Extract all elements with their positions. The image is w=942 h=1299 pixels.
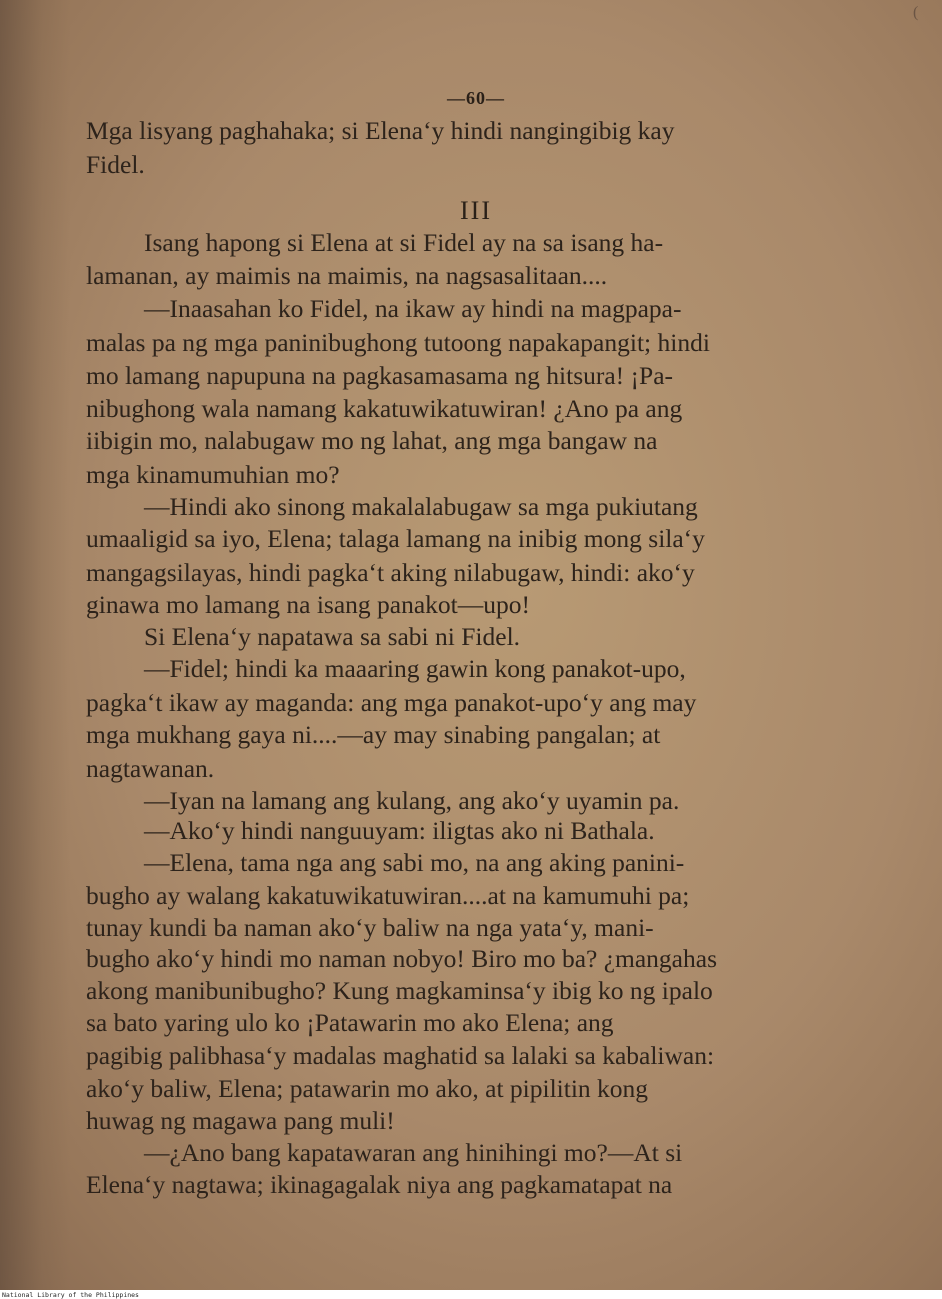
text-line: Si Elena‘y napatawa sa sabi ni Fidel.	[144, 622, 521, 651]
text-line: —Elena, tama nga ang sabi mo, na ang aking panini-	[144, 848, 685, 877]
text-line: bugho ako‘y hindi mo naman nobyo! Biro mo ba? ¿mangahas	[86, 944, 717, 973]
page-spine-shadow	[0, 0, 70, 1290]
text-line: Isang hapong si Elena at si Fidel ay na sa isang ha-	[144, 228, 664, 257]
text-line: pagka‘t ikaw ay maganda: ang mga panakot-upo‘y ang may	[86, 688, 697, 717]
text-line: —Hindi ako sinong makalalabugaw sa mga pukiutang	[144, 492, 698, 521]
text-line: nagtawanan.	[86, 754, 215, 783]
text-line: Fidel.	[86, 150, 145, 179]
text-line: mo lamang napupuna na pagkasamasama ng hitsura! ¡Pa-	[86, 361, 674, 390]
section-heading: III	[460, 196, 492, 225]
page-number: —60—	[447, 88, 505, 108]
text-line: lamanan, ay maimis na maimis, na nagsasalitaan....	[86, 261, 608, 290]
text-line: —¿Ano bang kapatawaran ang hinihingi mo?—At si	[144, 1138, 683, 1167]
text-line: nibughong wala namang kakatuwikatuwiran! ¿Ano pa ang	[86, 394, 683, 423]
text-line: Mga lisyang paghahaka; si Elena‘y hindi nangingibig kay	[86, 116, 675, 145]
text-line: mangagsilayas, hindi pagka‘t aking nilabugaw, hindi: ako‘y	[86, 558, 695, 587]
footer-credit: National Library of the Philippines	[2, 1291, 139, 1299]
text-line: huwag ng magawa pang muli!	[86, 1106, 395, 1135]
text-line: Elena‘y nagtawa; ikinagagalak niya ang pagkamatapat na	[86, 1170, 673, 1199]
text-line: —Iyan na lamang ang kulang, ang ako‘y uyamin pa.	[144, 786, 680, 815]
edge-mark: (	[913, 4, 919, 21]
text-line: bugho ay walang kakatuwikatuwiran....at na kamumuhi pa;	[86, 881, 690, 910]
text-line: mga mukhang gaya ni....—ay may sinabing pangalan; at	[86, 720, 661, 749]
text-line: mga kinamumuhian mo?	[86, 460, 340, 489]
text-line: akong manibunibugho? Kung magkaminsa‘y ibig ko ng ipalo	[86, 976, 713, 1005]
text-line: sa bato yaring ulo ko ¡Patawarin mo ako Elena; ang	[86, 1008, 614, 1037]
text-line: umaaligid sa iyo, Elena; talaga lamang na inibig mong sila‘y	[86, 524, 705, 553]
text-line: —Inaasahan ko Fidel, na ikaw ay hindi na magpapa-	[144, 294, 682, 323]
text-line: iibigin mo, nalabugaw mo ng lahat, ang mga bangaw na	[86, 426, 658, 455]
text-line: ako‘y baliw, Elena; patawarin mo ako, at pipilitin kong	[86, 1074, 649, 1103]
text-line: —Ako‘y hindi nanguuyam: iligtas ako ni Bathala.	[144, 816, 655, 845]
text-line: pagibig palibhasa‘y madalas maghatid sa lalaki sa kabaliwan:	[86, 1041, 715, 1070]
text-line: ginawa mo lamang na isang panakot—upo!	[86, 590, 531, 619]
text-line: malas pa ng mga paninibughong tutoong napakapangit; hindi	[86, 328, 710, 357]
text-line: —Fidel; hindi ka maaaring gawin kong panakot-upo,	[144, 654, 686, 683]
text-line: tunay kundi ba naman ako‘y baliw na nga yata‘y, mani-	[86, 913, 654, 942]
